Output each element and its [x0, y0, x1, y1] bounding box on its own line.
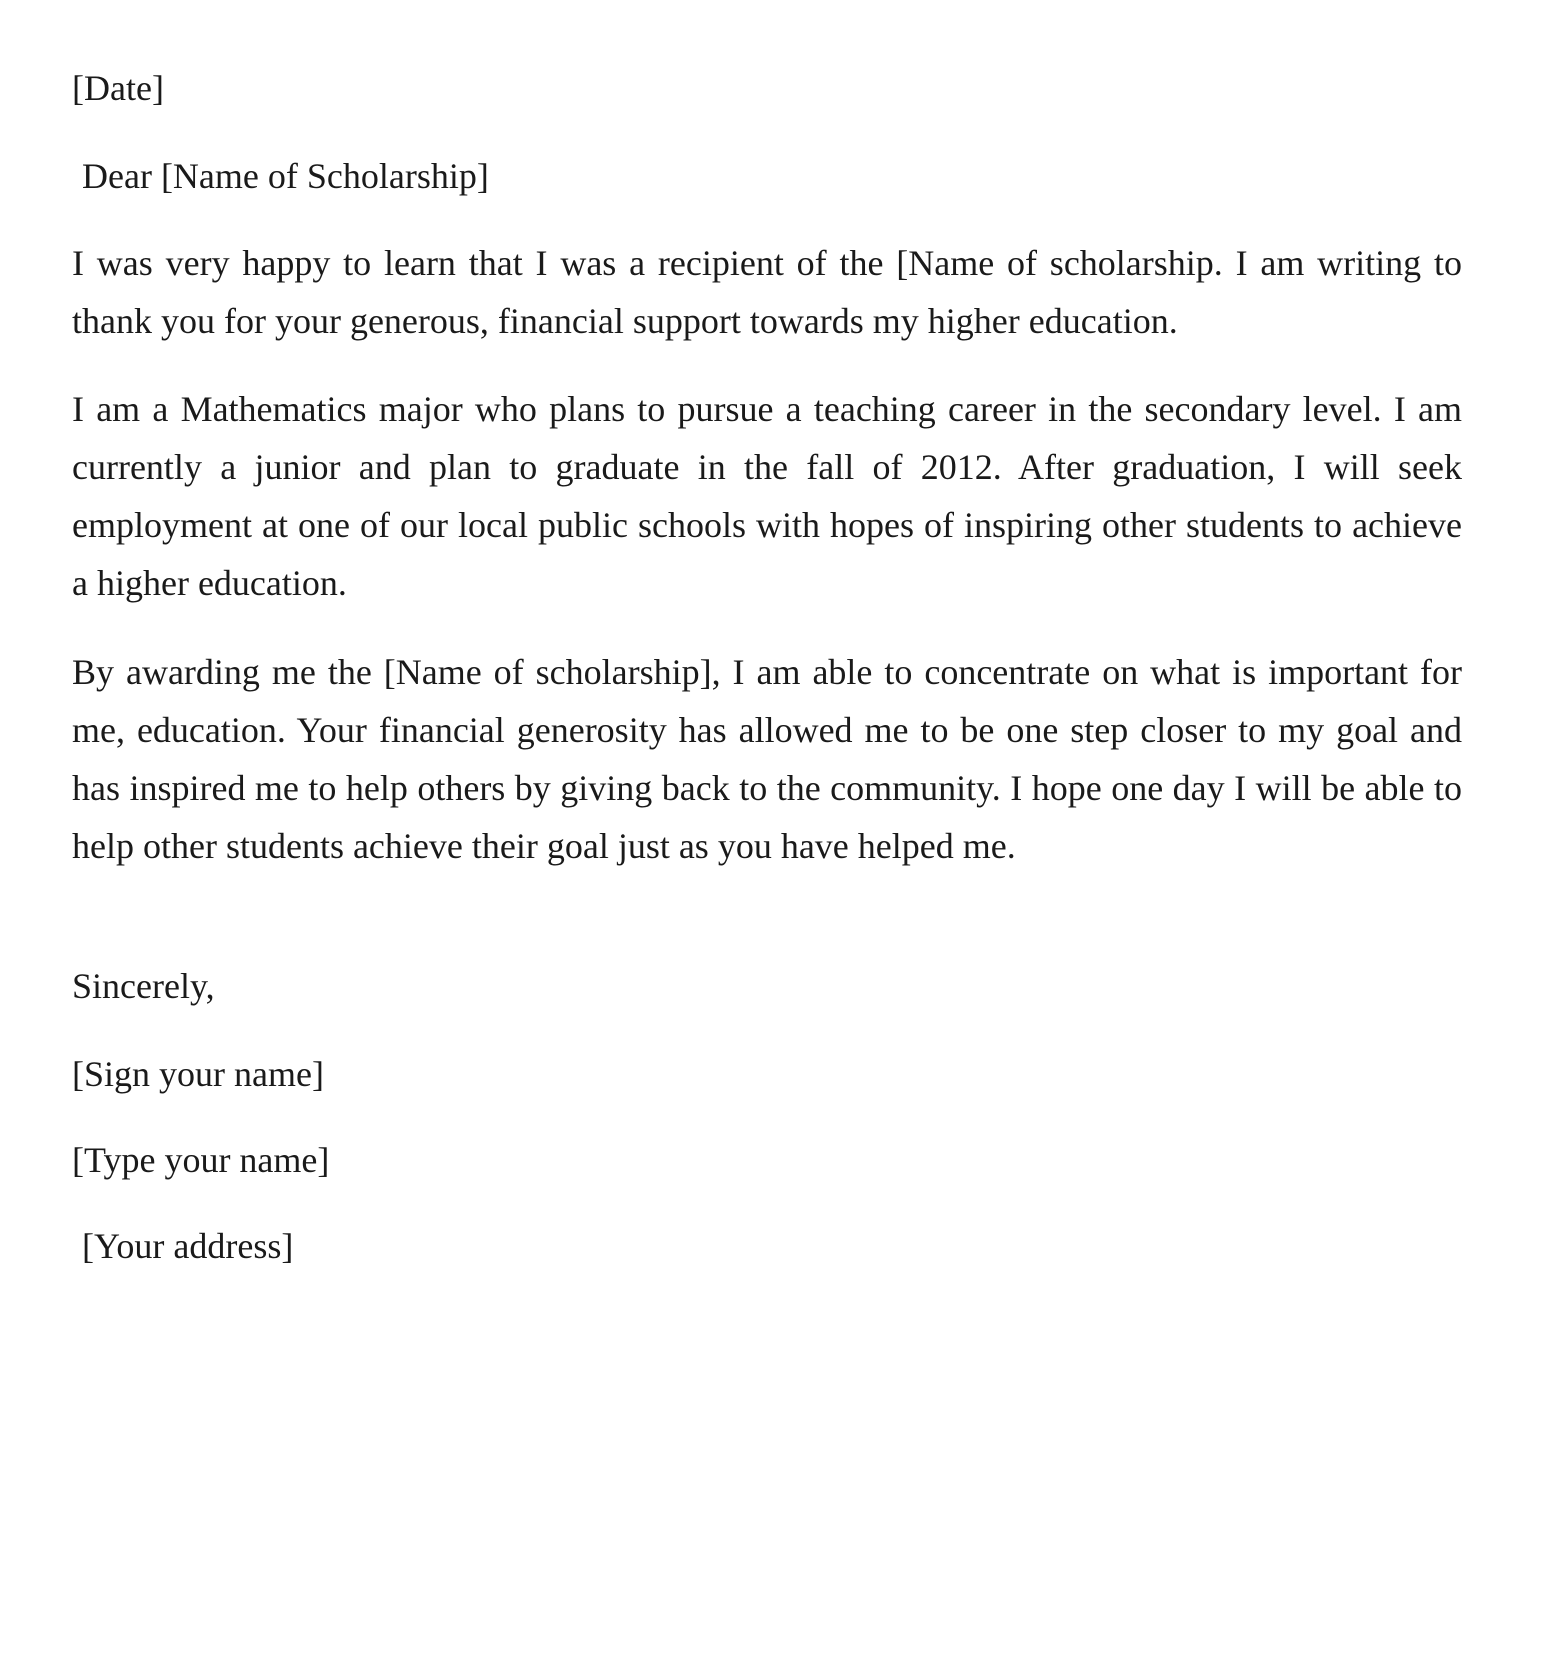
- letter-closing: Sincerely,: [72, 966, 215, 1006]
- typed-name-placeholder: [Type your name]: [72, 1140, 330, 1180]
- letter-paragraph-1: I was very happy to learn that I was a recipient of the [Name of scholarship. I am writing to thank you for your generous, financial support towards my higher education.: [72, 243, 1462, 341]
- letter-paragraph-2: I am a Mathematics major who plans to pursue a teaching career in the secondary level. I am currently a junior and plan to graduate in the fall of 2012. After graduation, I will seek employment at one of our local public schools with hopes of inspiring other students to achieve a higher education.: [72, 389, 1462, 603]
- signature-placeholder: [Sign your name]: [72, 1054, 324, 1094]
- address-placeholder: [Your address]: [82, 1226, 294, 1266]
- letter-paragraph-3: By awarding me the [Name of scholarship], I am able to concentrate on what is important for me, education. Your financial generosity has allowed me to be one step closer to my goal and has inspired me to help others by giving back to the community. I hope one day I will be able to help other students achieve their goal just as you have helped me.: [72, 652, 1462, 866]
- letter-salutation: Dear [Name of Scholarship]: [82, 156, 489, 196]
- letter-date: [Date]: [72, 68, 164, 108]
